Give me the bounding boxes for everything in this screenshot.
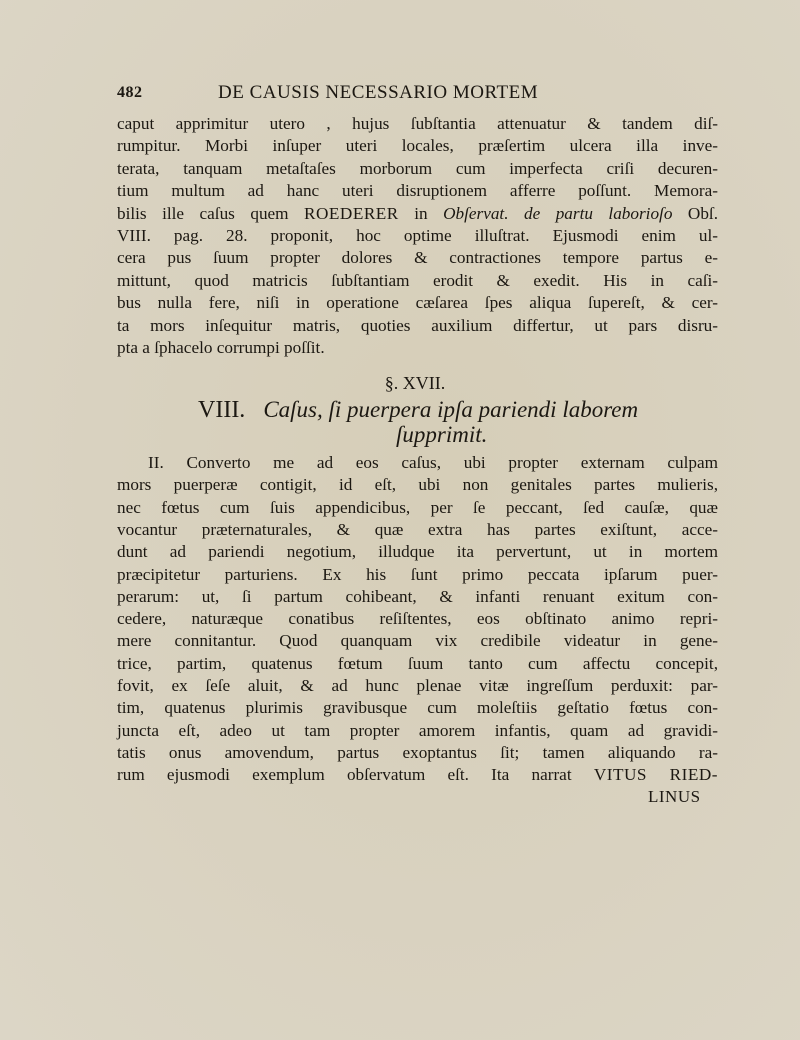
- text-segment: ROEDERER: [304, 203, 399, 223]
- text-line: mere connitantur. Quod quanquam vix credibile videatur in gene-: [117, 631, 718, 651]
- text-line: tium multum ad hanc uteri disruptionem afferre poſſunt. Memora-: [117, 181, 718, 201]
- text-line: perarum: ut, ſi partum cohibeant, & infanti renuant exitum con-: [117, 586, 718, 606]
- text-line: pta a ſphacelo corrumpi poſſit.: [117, 338, 325, 357]
- text-line: præcipitetur parturiens. Ex his ſunt primo peccata ipſarum puer-: [117, 564, 718, 584]
- running-title: DE CAUSIS NECESSARIO MORTEM: [218, 82, 539, 103]
- rubric-text: Caſus, ſi puerpera ipſa pariendi laborem: [263, 397, 639, 422]
- text-segment: Obſervat. de partu laborioſo: [443, 203, 673, 223]
- text-segment: rum ejusmodi exemplum obſervatum eſt. Ita narrat: [117, 765, 594, 785]
- text-line: tim, quatenus plurimis gravibusque cum moleſtiis geſtatio fœtus con-: [117, 698, 718, 718]
- text-line: [117, 765, 718, 785]
- text-line: terata, tanquam metaſtaſes morborum cum imperfecta criſi decuren-: [117, 158, 718, 178]
- rubric-line-1: [198, 397, 638, 424]
- text-segment: VITUS RIED-: [593, 765, 718, 785]
- text-line: fovit, ex ſeſe aluit, & ad hunc plenae vitæ ingreſſum perduxit: par-: [117, 676, 718, 695]
- text-line: VIII. pag. 28. proponit, hoc optime illuſtrat. Ejusmodi enim ul-: [117, 226, 718, 245]
- text-line: ta mors inſequitur matris, quoties auxilium differtur, ut pars disru-: [117, 315, 718, 335]
- text-line: mittunt, quod matricis ſubſtantiam erodit & exedit. His in caſi-: [117, 270, 718, 290]
- text-line: mors puerperæ contigit, id eſt, ubi non genitales partes mulieris,: [117, 475, 718, 495]
- text-line: dunt ad pariendi negotium, illudque ita pervertunt, ut in mortem: [117, 542, 718, 562]
- rubric-line-2: ſupprimit.: [396, 422, 488, 447]
- page-number: 482: [117, 84, 143, 101]
- text-line: bus nulla fere, niſi in operatione cæſarea ſpes aliqua ſupereſt, & cer-: [117, 293, 718, 313]
- text-line: caput apprimitur utero , hujus ſubſtantia attenuatur & tandem diſ-: [117, 114, 718, 133]
- text-segment: bilis ille caſus quem: [117, 203, 305, 223]
- text-line: vocantur præternaturales, & quæ extra has partes exiſtunt, acce-: [117, 519, 718, 539]
- text-line: trice, partim, quatenus fœtum ſuum tanto cum affectu concepit,: [117, 653, 718, 673]
- text-line: juncta eſt, adeo ut tam propter amorem infantis, quam ad gravidi-: [117, 720, 718, 740]
- catchword: LINUS: [648, 787, 701, 806]
- rubric-number: VIII.: [198, 397, 246, 423]
- text-line: tatis onus amovendum, partus exoptantus ſit; tamen aliquando ra-: [117, 742, 718, 762]
- text-line: nec fœtus cum ſuis appendicibus, per ſe peccant, ſed cauſæ, quæ: [117, 497, 718, 517]
- text-line: II. Converto me ad eos caſus, ubi propter externam culpam: [148, 453, 718, 472]
- text-segment: Obſ.: [672, 203, 718, 223]
- text-line: [117, 204, 718, 224]
- text-line: rumpitur. Morbi inſuper uteri locales, præſertim ulcera illa inve-: [117, 136, 718, 156]
- text-segment: in: [398, 203, 444, 223]
- text-line: cera pus ſuum propter dolores & contractiones tempore partus e-: [117, 248, 718, 268]
- section-heading: §. XVII.: [384, 373, 446, 393]
- text-line: cedere, naturæque conatibus reſiſtentes, eos obſtinato animo repri-: [117, 609, 718, 629]
